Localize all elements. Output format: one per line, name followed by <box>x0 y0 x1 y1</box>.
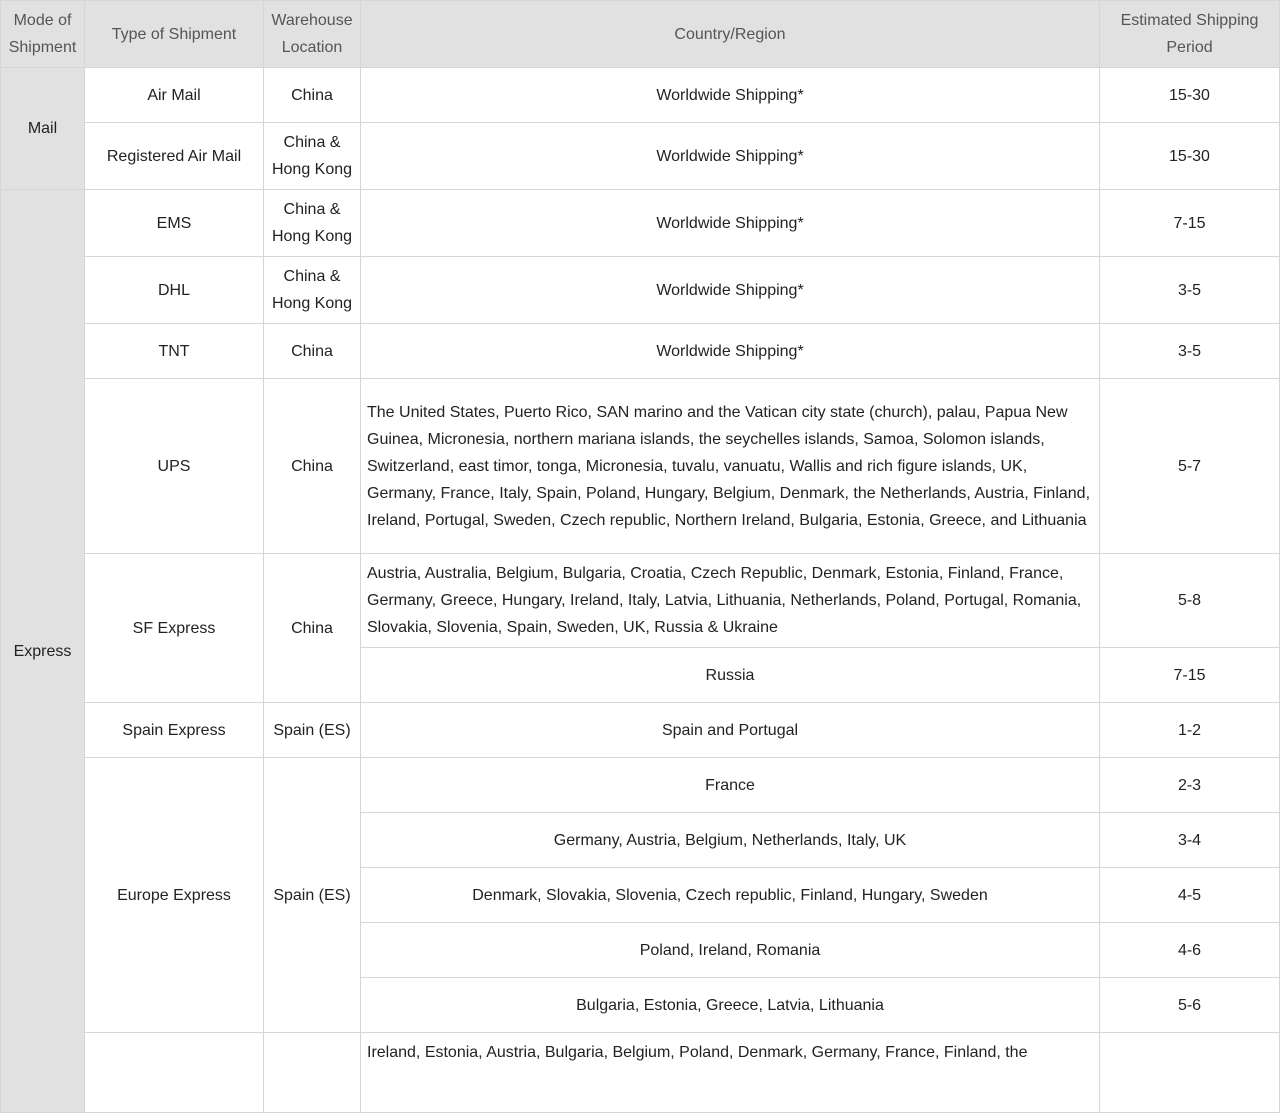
period-cell: 5-8 <box>1100 554 1280 648</box>
period-cell: 3-5 <box>1100 324 1280 379</box>
country-cell: Worldwide Shipping* <box>361 257 1100 324</box>
period-cell: 5-6 <box>1100 978 1280 1033</box>
country-cell: Ireland, Estonia, Austria, Bulgaria, Belgium, Poland, Denmark, Germany, France, Finland, the <box>361 1033 1100 1113</box>
warehouse-cell <box>264 1033 361 1113</box>
country-cell: Worldwide Shipping* <box>361 190 1100 257</box>
header-warehouse: Warehouse Location <box>264 1 361 68</box>
country-cell: Worldwide Shipping* <box>361 68 1100 123</box>
period-cell: 5-7 <box>1100 379 1280 554</box>
country-cell: Poland, Ireland, Romania <box>361 923 1100 978</box>
header-period: Estimated Shipping Period <box>1100 1 1280 68</box>
mode-mail: Mail <box>1 68 85 190</box>
country-cell: Denmark, Slovakia, Slovenia, Czech republic, Finland, Hungary, Sweden <box>361 868 1100 923</box>
warehouse-cell: Spain (ES) <box>264 758 361 1033</box>
country-cell: Spain and Portugal <box>361 703 1100 758</box>
country-cell: Bulgaria, Estonia, Greece, Latvia, Lithuania <box>361 978 1100 1033</box>
warehouse-cell: China <box>264 324 361 379</box>
period-cell: 4-6 <box>1100 923 1280 978</box>
mode-express: Express <box>1 190 85 1113</box>
period-cell <box>1100 1033 1280 1113</box>
country-cell: The United States, Puerto Rico, SAN marino and the Vatican city state (church), palau, Papua New Guinea, Micronesia, northern mariana islands, the seychelles islands, Samoa, Solomon islands, Switzerland, east timor, tonga, Micronesia, tuvalu, vanuatu, Wallis and rich figure islands, UK, Germany, France, Italy, Spain, Poland, Hungary, Belgium, Denmark, the Netherlands, Austria, Finland, Ireland, Portugal, Sweden, Czech republic, Northern Ireland, Bulgaria, Estonia, Greece, and Lithuania <box>361 379 1100 554</box>
period-cell: 1-2 <box>1100 703 1280 758</box>
table-row <box>1 554 1280 648</box>
period-cell: 15-30 <box>1100 68 1280 123</box>
type-cell: Registered Air Mail <box>85 123 264 190</box>
header-type: Type of Shipment <box>85 1 264 68</box>
period-cell: 2-3 <box>1100 758 1280 813</box>
table-row <box>1 257 1280 324</box>
table-row <box>1 1033 1280 1113</box>
table-row <box>1 324 1280 379</box>
country-cell: Russia <box>361 648 1100 703</box>
header-row <box>1 1 1280 68</box>
table-row <box>1 68 1280 123</box>
type-cell: TNT <box>85 324 264 379</box>
warehouse-cell: China & Hong Kong <box>264 190 361 257</box>
period-cell: 7-15 <box>1100 190 1280 257</box>
warehouse-cell: Spain (ES) <box>264 703 361 758</box>
country-cell: France <box>361 758 1100 813</box>
warehouse-cell: China <box>264 68 361 123</box>
country-cell: Worldwide Shipping* <box>361 123 1100 190</box>
table-row <box>1 379 1280 554</box>
country-cell: Worldwide Shipping* <box>361 324 1100 379</box>
table-row <box>1 190 1280 257</box>
type-cell: Spain Express <box>85 703 264 758</box>
country-cell: Germany, Austria, Belgium, Netherlands, Italy, UK <box>361 813 1100 868</box>
period-cell: 3-5 <box>1100 257 1280 324</box>
period-cell: 3-4 <box>1100 813 1280 868</box>
table-row <box>1 703 1280 758</box>
type-cell: DHL <box>85 257 264 324</box>
type-cell: UPS <box>85 379 264 554</box>
country-cell: Austria, Australia, Belgium, Bulgaria, Croatia, Czech Republic, Denmark, Estonia, Finland, France, Germany, Greece, Hungary, Ireland, Italy, Latvia, Lithuania, Netherlands, Poland, Portugal, Romania, Slovakia, Slovenia, Spain, Sweden, UK, Russia & Ukraine <box>361 554 1100 648</box>
type-cell <box>85 1033 264 1113</box>
warehouse-cell: China & Hong Kong <box>264 123 361 190</box>
period-cell: 7-15 <box>1100 648 1280 703</box>
type-cell: EMS <box>85 190 264 257</box>
table-row <box>1 123 1280 190</box>
warehouse-cell: China & Hong Kong <box>264 257 361 324</box>
type-cell: SF Express <box>85 554 264 703</box>
warehouse-cell: China <box>264 554 361 703</box>
header-country: Country/Region <box>361 1 1100 68</box>
period-cell: 15-30 <box>1100 123 1280 190</box>
warehouse-cell: China <box>264 379 361 554</box>
header-mode: Mode of Shipment <box>1 1 85 68</box>
type-cell: Europe Express <box>85 758 264 1033</box>
period-cell: 4-5 <box>1100 868 1280 923</box>
type-cell: Air Mail <box>85 68 264 123</box>
table-row <box>1 758 1280 813</box>
